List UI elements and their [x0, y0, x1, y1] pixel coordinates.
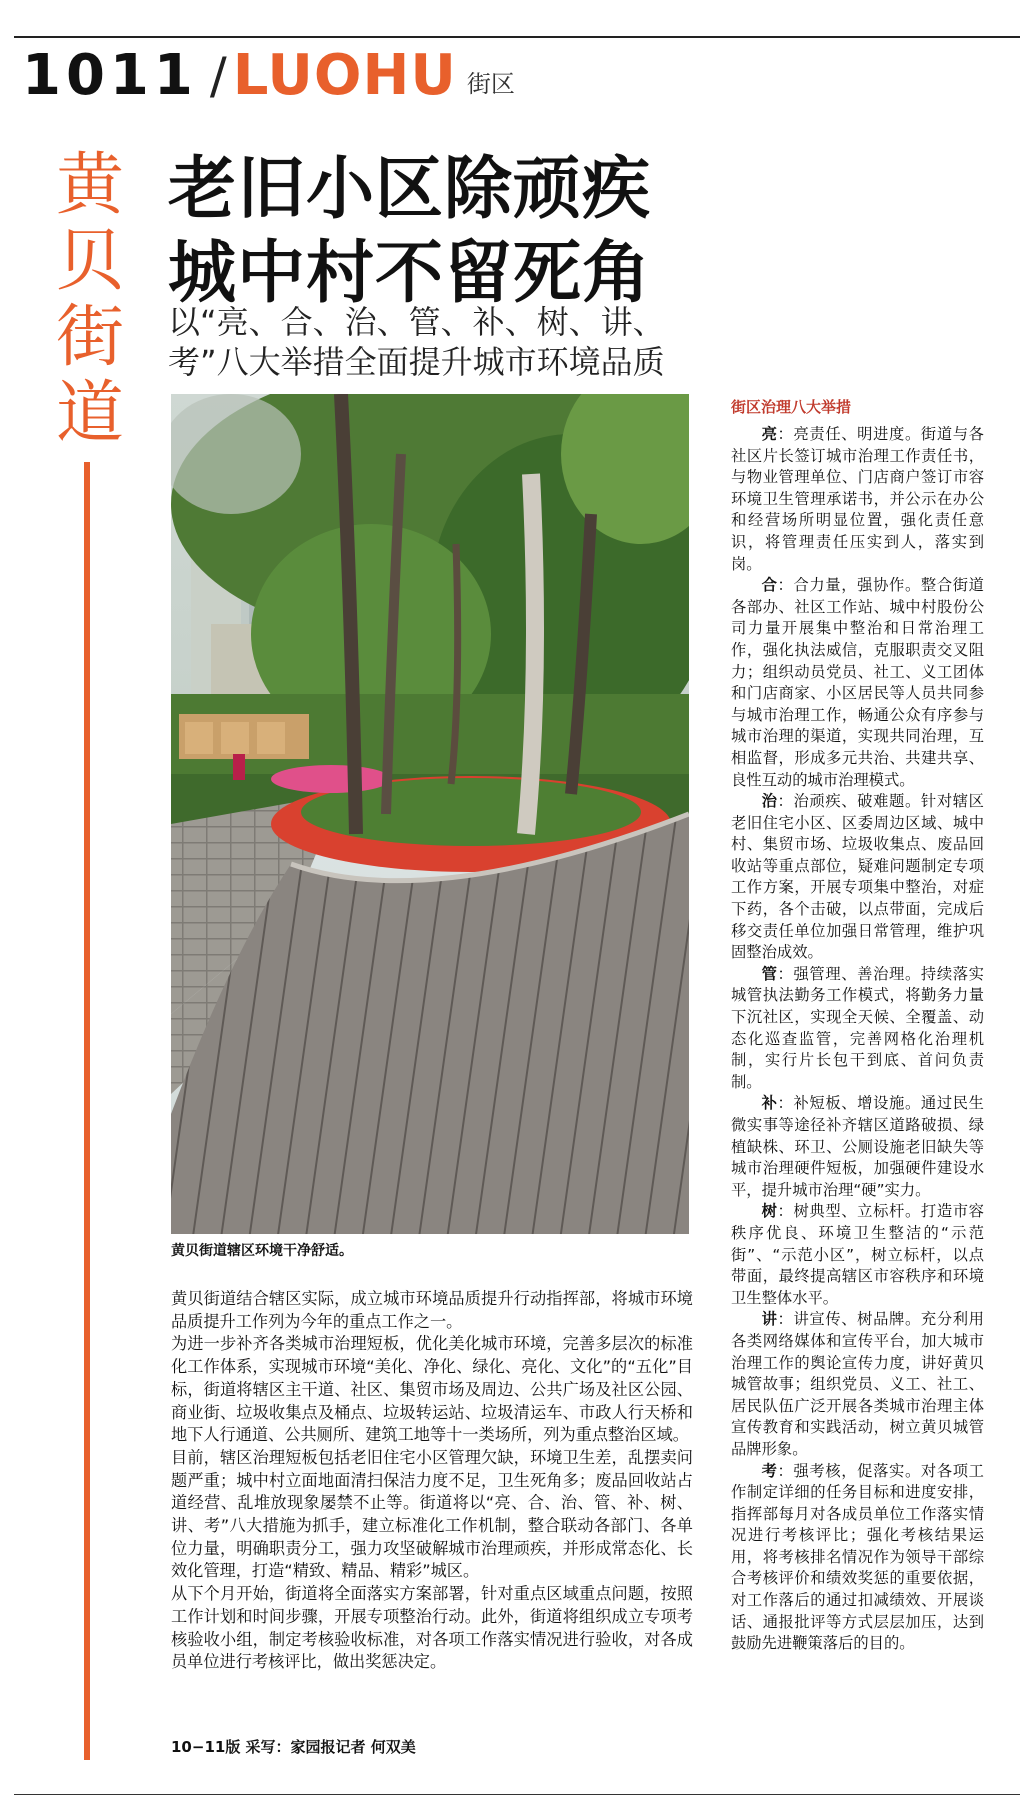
headline-line-2: 城中村不留死角 — [168, 234, 652, 313]
measure-text: ：合力量，强协作。整合街道各部办、社区工作站、城中村股份公司力量开展集中整治和日常治理工作，强化执法威信，克服职责交叉阻力；组织动员党员、社工、义工团体和门店商家、小区居民等人员共同参与城市治理工作，畅通公众有序参与城市治理的渠道，实现共同治理，互相监督，形成多元共治、共建共享、良性互动的城市治理模式。 — [731, 576, 984, 789]
bottom-rule — [14, 1794, 1020, 1795]
measure-text: ：亮责任、明进度。街道与各社区片长签订城市治理工作责任书，与物业管理单位、门店商户签订市容环境卫生管理承诺书，并公示在办公和经营场所明显位置，强化责任意识，将管理责任压实到人，落实到岗。 — [731, 425, 984, 573]
sidebar-title: 街区治理八大举措 — [731, 398, 852, 416]
measure-key: 管 — [761, 964, 778, 983]
sidebar-measures — [731, 424, 984, 1655]
headline — [168, 148, 651, 316]
article-paragraph: 为进一步补齐各类城市治理短板，优化美化城市环境，完善多层次的标准化工作体系，实现城市环境“美化、净化、绿化、亮化、文化”的“五化”目标，街道将辖区主干道、社区、集贸市场及周边、公共广场及社区公园、商业街、垃圾收集点及桶点、垃圾转运站、垃圾清运车、市政人行天桥和地下人行通道、公共厕所、建筑工地等十一类场所，列为重点整治区域。 — [171, 1334, 693, 1445]
measure-key: 补 — [761, 1094, 778, 1113]
measure-key: 树 — [761, 1202, 778, 1221]
masthead — [22, 43, 515, 108]
measure-text: ：讲宣传、树品牌。充分利用各类网络媒体和宣传平台，加大城市治理工作的舆论宣传力度，讲好黄贝城管故事；组织党员、义工、社工、居民队伍广泛开展各类城市治理主体宣传教育和实践活动，树立黄贝城管品牌形象。 — [731, 1310, 984, 1458]
measure-text: ：树典型、立标杆。打造市容秩序优良、环境卫生整洁的“示范街”、“示范小区”，树立标杆，以点带面，最终提高辖区市容秩序和环境卫生整体水平。 — [731, 1202, 984, 1307]
measure-item — [731, 791, 984, 964]
article-paragraph: 目前，辖区治理短板包括老旧住宅小区管理欠缺，环境卫生差，乱摆卖问题严重；城中村立面地面清扫保洁力度不足，卫生死角多；废品回收站占道经营、乱堆放现象屡禁不止等。街道将以“亮、合、治、管、补、树、讲、考”八大措施为抓手，建立标准化工作机制，整合联动各部门、各单位力量，明确职责分工，强力攻坚破解城市治理顽疾，并形成常态化、长效化管理，打造“精致、精品、精彩”城区。 — [171, 1447, 693, 1581]
vertical-title-char: 黄 — [55, 146, 124, 225]
measure-text: ：治顽疾、破难题。针对辖区老旧住宅小区、区委周边区域、城中村、集贸市场、垃圾收集点、废品回收站等重点部位，疑难问题制定专项工作方案，开展专项集中整治，对症下药，各个击破，以点带面，完成后移交责任单位加强日常管理，维护巩固整治成效。 — [731, 792, 984, 962]
measure-key: 治 — [761, 792, 778, 811]
section-label: 街区 — [466, 70, 515, 98]
top-rule — [14, 36, 1020, 38]
vertical-title-char: 道 — [55, 374, 124, 453]
street-photo — [171, 394, 689, 1234]
article-body — [171, 1288, 693, 1674]
subheadline: 以“亮、合、治、管、补、树、讲、考”八大举措全面提升城市环境品质 — [168, 303, 665, 381]
article-paragraph: 从下个月开始，街道将全面落实方案部署，针对重点区域重点问题，按照工作计划和时间步骤，开展专项整治行动。此外，街道将组织成立专项考核验收小组，制定考核验收标准，对各项工作落实情况进行验收，对各成员单位进行考核评比，做出奖惩决定。 — [171, 1584, 693, 1672]
measure-text: ：强考核，促落实。对各项工作制定详细的任务目标和进度安排，指挥部每月对各成员单位工作落实情况进行考核评比；强化考核结果运用，将考核排名情况作为领导干部综合考核评价和绩效奖惩的重要依据，对工作落后的通过扣减绩效、开展谈话、通报批评等方式层层加压，达到鼓励先进鞭策落后的目的。 — [731, 1461, 984, 1653]
vertical-title — [50, 148, 130, 452]
masthead-slash: / — [209, 47, 227, 105]
headline-line-1: 老旧小区除顽疾 — [168, 150, 652, 229]
byline: 10−11版 采写：家园报记者 何双美 — [171, 1738, 416, 1756]
district-name: LUOHU — [232, 43, 457, 108]
article-paragraph: 黄贝街道结合辖区实际，成立城市环境品质提升行动指挥部，将城市环境品质提升工作列为今年的重点工作之一。 — [171, 1289, 693, 1331]
measure-item — [731, 1201, 984, 1309]
measure-item — [731, 424, 984, 575]
measure-text: ：强管理、善治理。持续落实城管执法勤务工作模式，将勤务力量下沉社区，实现全天候、全覆盖、动态化巡查监管，完善网格化治理机制，实行片长包干到底、首问负责制。 — [731, 964, 984, 1091]
photo-caption: 黄贝街道辖区环境干净舒适。 — [171, 1243, 353, 1259]
measure-item — [731, 1309, 984, 1460]
park-scene-illustration — [171, 394, 689, 1234]
measure-key: 亮 — [761, 425, 778, 443]
measure-key: 考 — [761, 1461, 778, 1480]
measure-item — [731, 575, 984, 791]
vertical-title-char: 街 — [55, 298, 124, 377]
measure-item — [731, 964, 984, 1094]
measure-item — [731, 1461, 984, 1655]
measure-text: ：补短板、增设施。通过民生微实事等途径补齐辖区道路破损、绿植缺株、环卫、公厕设施老旧缺失等城市治理硬件短板，加强硬件建设水平，提升城市治理“硬”实力。 — [731, 1094, 984, 1199]
measure-item — [731, 1093, 984, 1201]
vertical-title-char: 贝 — [55, 222, 124, 301]
page-number: 1011 — [22, 43, 198, 108]
measure-key: 合 — [761, 576, 778, 595]
accent-bar — [84, 462, 90, 1760]
measure-key: 讲 — [761, 1310, 778, 1329]
